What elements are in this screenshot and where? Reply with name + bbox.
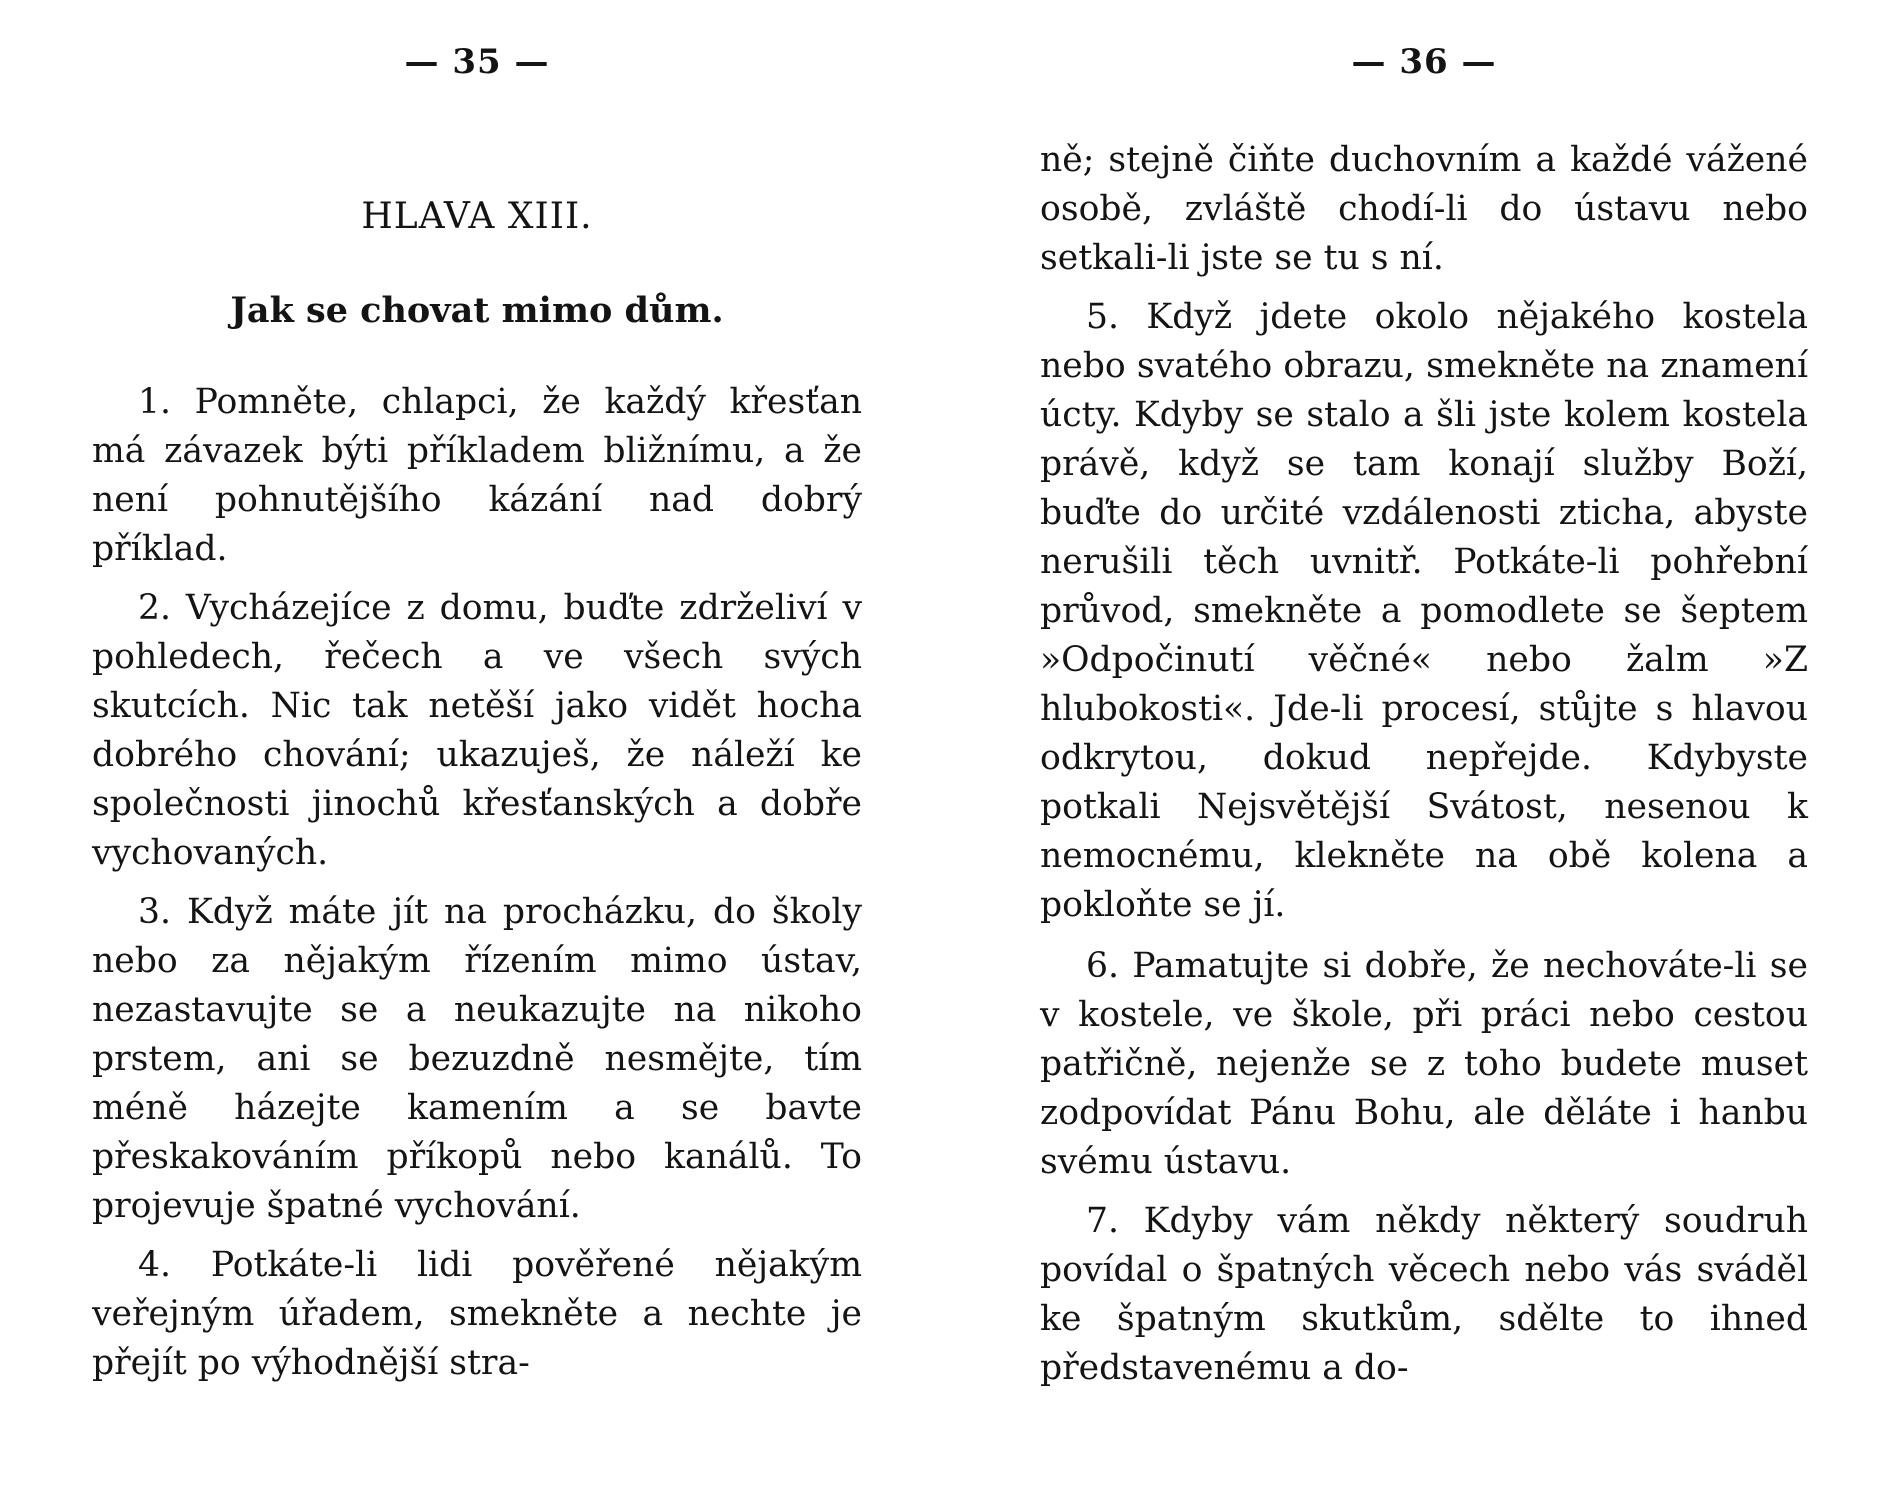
page-number: — 36 —: [1351, 42, 1497, 82]
paragraph: 1. Pomněte, chlapci, že každý křesťan má závazek býti příkladem bližnímu, a že není pohnutějšího kázání nad dobrý příklad.: [92, 382, 862, 569]
paragraph: 4. Potkáte-li lidi pověřené nějakým veřejným úřadem, smekněte a nechte je přejít po výhodnější stra-: [92, 1245, 862, 1383]
paragraph: 2. Vycházejíce z domu, buďte zdrželiví v pohledech, řečech a ve všech svých skutcích. Nic tak netěší jako vidět hocha dobrého chování; ukazuješ, že náleží ke společnosti jinochů křesťanských a dobře vychovaných.: [92, 588, 862, 873]
paragraph: 7. Kdyby vám někdy některý soudruh povídal o špatných věcech nebo vás sváděl ke špatným skutkům, sdělte to ihned představenému a do-: [1040, 1201, 1808, 1388]
chapter-title: HLAVA XIII.: [361, 196, 593, 237]
right-page: [1040, 0, 1808, 1500]
left-page: [92, 0, 862, 1500]
paragraph: 3. Když máte jít na procházku, do školy nebo za nějakým řízením mimo ústav, nezastavujte se a neukazujte na nikoho prstem, ani se bezuzdně nesmějte, tím méně házejte kamením a se bavte přeskakováním příkopů nebo kanálů. To projevuje špatné vychování.: [92, 892, 862, 1226]
paragraph: 6. Pamatujte si dobře, že nechováte-li se v kostele, ve škole, při práci nebo cestou patřičně, nejenže se z toho budete muset zodpovídat Pánu Bohu, ale děláte i hanbu svému ústavu.: [1040, 946, 1808, 1182]
paragraph-continuation: ně; stejně čiňte duchovním a každé vážené osobě, zvláště chodí-li do ústavu nebo setkali-li jste se tu s ní.: [1040, 140, 1808, 278]
page-number: — 35 —: [404, 42, 550, 82]
page-body: [1040, 136, 1808, 1393]
page-body: [92, 378, 862, 1388]
section-title: Jak se chovat mimo dům.: [230, 290, 724, 331]
paragraph: 5. Když jdete okolo nějakého kostela nebo svatého obrazu, smekněte na znamení úcty. Kdyby se stalo a šli jste kolem kostela právě, když se tam konají služby Boží, buďte do určité vzdálenosti zticha, abyste nerušili těch uvnitř. Potkáte-li pohřební průvod, smekněte a pomodlete se šeptem »Odpočinutí věčné« nebo žalm »Z hlubokosti«. Jde-li procesí, stůjte s hlavou odkrytou, dokud nepřejde. Kdybyste potkali Nejsvětější Svátost, nesenou k nemocnému, klekněte na obě kolena a pokloňte se jí.: [1040, 297, 1808, 925]
